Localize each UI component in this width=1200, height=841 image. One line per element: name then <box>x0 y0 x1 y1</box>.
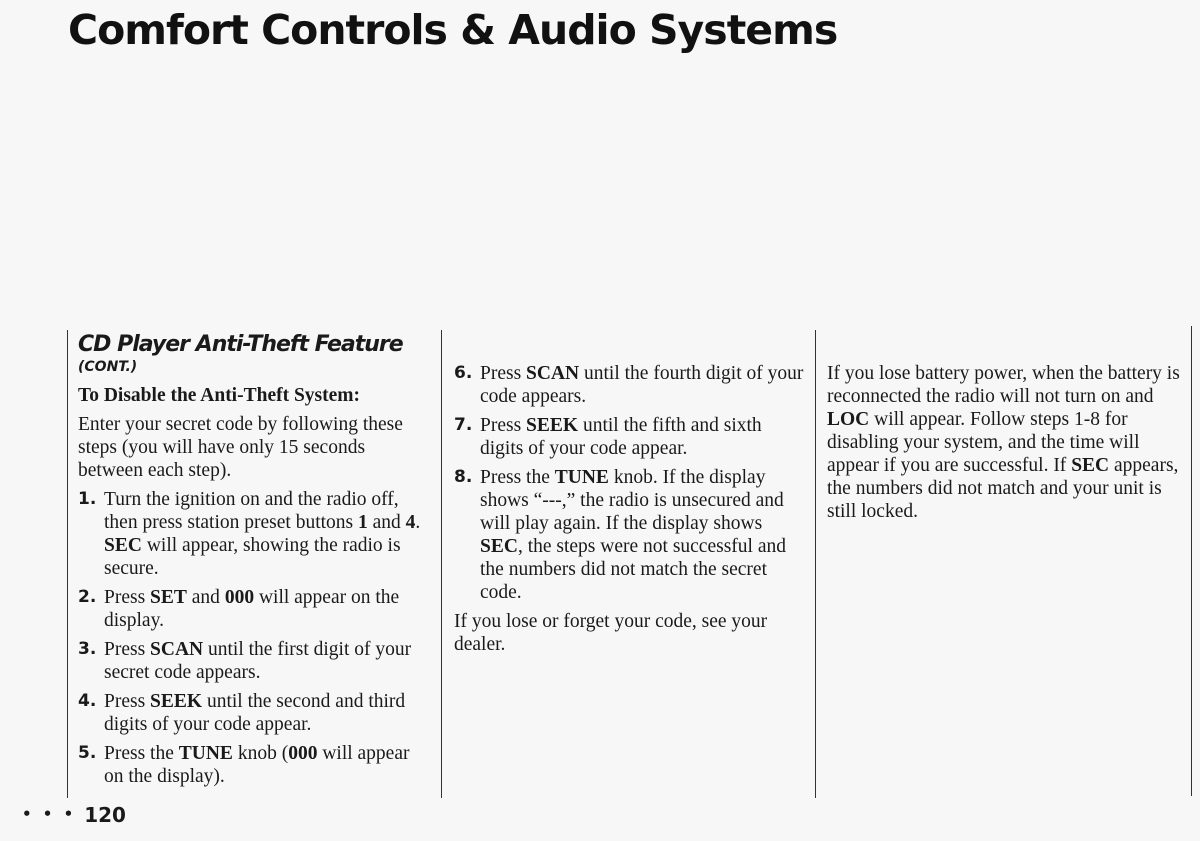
column-divider-left <box>67 330 68 798</box>
step-1: 1. Turn the ignition on and the radio off, then press station preset buttons 1 and 4. SEC will appear, showing the radio is secure. <box>78 489 421 579</box>
column-1 <box>78 332 428 794</box>
page-title: Comfort Controls & Audio Systems <box>68 6 838 54</box>
step-number: 3. <box>78 639 97 659</box>
lost-code-paragraph: If you lose or forget your code, see your dealer. <box>454 611 768 655</box>
column-divider-right <box>1191 326 1192 796</box>
step-2: 2. Press SET and 000 will appear on the display. <box>78 587 400 631</box>
step-5: 5. Press the TUNE knob (000 will appear on the display). <box>78 743 410 787</box>
step-number: 6. <box>454 363 473 383</box>
section-title: CD Player Anti-Theft Feature <box>78 332 403 357</box>
steps-list-part-1 <box>78 488 428 788</box>
column-divider-middle-1 <box>441 330 442 798</box>
section-continued-label: (CONT.) <box>78 359 138 375</box>
step-number: 2. <box>78 587 97 607</box>
page-number: 120 <box>84 803 126 827</box>
steps-list-part-2 <box>454 362 806 604</box>
column-2 <box>454 362 806 662</box>
section-subheading: To Disable the Anti-Theft System: <box>78 385 361 406</box>
step-number: 7. <box>454 415 473 435</box>
step-6: 6. Press SCAN until the fourth digit of your code appears. <box>454 363 804 407</box>
step-number: 8. <box>454 467 473 487</box>
step-4: 4. Press SEEK until the second and third digits of your code appear. <box>78 691 406 735</box>
step-3: 3. Press SCAN until the first digit of your secret code appears. <box>78 639 412 683</box>
battery-paragraph: If you lose battery power, when the battery is reconnected the radio will not turn on and LOC will appear. Follow steps 1-8 for disabling your system, and the time will appear if you are successful. If SEC appears, the numbers did not match and your unit is still locked. <box>827 363 1180 522</box>
page-footer <box>22 803 126 827</box>
intro-paragraph: Enter your secret code by following these steps (you will have only 15 seconds between each step). <box>78 414 403 481</box>
column-divider-middle-2 <box>815 330 816 798</box>
column-3 <box>827 362 1183 529</box>
step-8: 8. Press the TUNE knob. If the display shows “---,” the radio is unsecured and will play again. If the display shows SEC, the steps were not successful and the numbers did not match the secret code. <box>454 467 786 603</box>
step-7: 7. Press SEEK until the fifth and sixth digits of your code appear. <box>454 415 762 459</box>
step-number: 4. <box>78 691 97 711</box>
step-number: 1. <box>78 489 97 509</box>
page-dots: • • • <box>22 805 77 823</box>
step-number: 5. <box>78 743 97 763</box>
